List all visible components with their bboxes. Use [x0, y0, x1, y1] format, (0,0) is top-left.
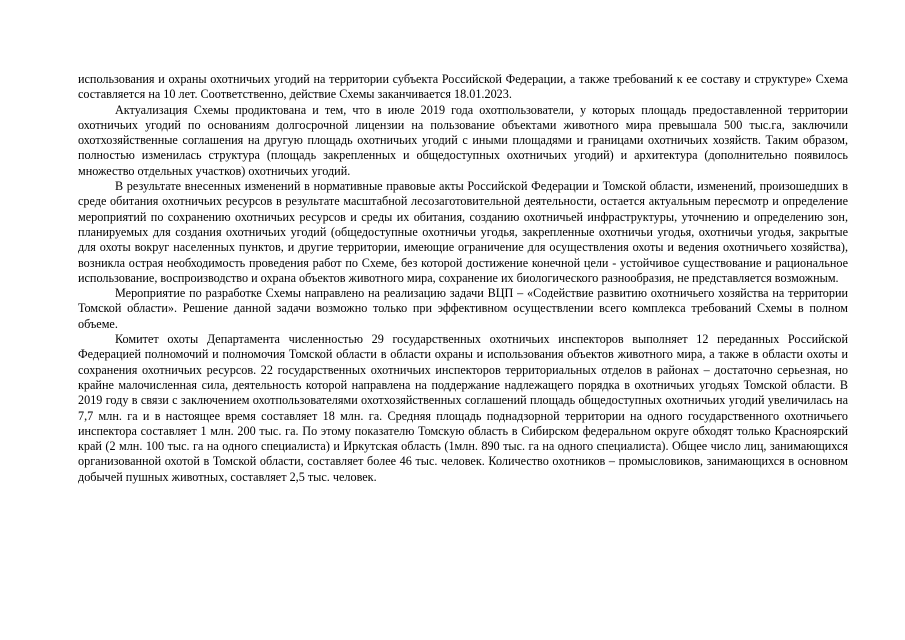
paragraph-vcp-task: Мероприятие по разработке Схемы направлено на реализацию задачи ВЦП – «Содействие развитию охотничьего хозяйства на территории Томской области». Решение данной задачи возможно только при эффективном осуществлении всего комплекса требований Схемы в полном объеме.: [78, 286, 848, 331]
paragraph-scheme-term: использования и охраны охотничьих угодий на территории субъекта Российской Федерации, а также требований к ее составу и структуре» Схема составляется на 10 лет. Соответственно, действие Схемы заканчивается 18.01.2023.: [78, 72, 848, 102]
paragraph-hunting-committee: Комитет охоты Департамента численностью 29 государственных охотничьих инспекторов выполняет 12 переданных Российской Федерацией полномочий и полномочия Томской области в области охраны и использования объектов животного мира, а также в области охоты и сохранения охотничьих ресурсов. 22 государственных охотничьих инспекторов территориальных отделов в районах – достаточно серьезная, но крайне малочисленная сила, деятельность которой направлена на поддержание надлежащего порядка в охотничьих угодьях Томской области. В 2019 году в связи с заключением охотпользователями охотхозяйственных соглашений площадь общедоступных охотничьих угодий увеличилась на 7,7 млн. га и в настоящее время составляет 18 млн. га. Средняя площадь поднадзорной территории на одного государственного охотничьего инспектора составляет 1 млн. 200 тыс. га. По этому показателю Томскую область в Сибирском федеральном округе обходят только Красноярский край (2 млн. 100 тыс. га на одного специалиста) и Иркутская область (1млн. 890 тыс. га на одного специалиста). Общее число лиц, занимающихся организованной охотой в Томской области, составляет более 46 тыс. человек. Количество охотников – промысловиков, занимающихся в основном добычей пушных животных, составляет 2,5 тыс. человек.: [78, 332, 848, 484]
document-page: [78, 72, 848, 485]
paragraph-regulatory-changes: В результате внесенных изменений в нормативные правовые акты Российской Федерации и Томской области, изменений, произошедших в среде обитания охотничьих ресурсов в результате масштабной лесозаготовительной деятельности, остается актуальным пересмотр и определение мероприятий по сохранению охотничьих ресурсов и среды их обитания, созданию охотничьей инфраструктуры, уточнению и определению зон, планируемых для создания охотничьих угодий (общедоступные охотничьи угодья, закрепленные охотничьи угодья, охотничьи угодья, закрытые для охоты вокруг населенных пунктов, и другие территории, имеющие ограничение для осуществления охоты и ведения охотничьего хозяйства), возникла острая необходимость проведения работ по Схеме, без которой достижение конечной цели - устойчивое существование и рациональное использование, воспроизводство и охрана объектов животного мира, сохранение их биологического разнообразия, не представляется возможным.: [78, 179, 848, 285]
paragraph-update-reasons: Актуализация Схемы продиктована и тем, что в июле 2019 года охотпользователи, у которых площадь предоставленной территории охотничьих угодий по основаниям долгосрочной лицензии на пользование объектами животного мира превышала 500 тыс.га, заключили охотхозяйственные соглашения на другую площадь охотничьих угодий с иными площадями и границами охотничьих хозяйств. Таким образом, полностью изменилась структура (площадь закрепленных и общедоступных охотничьих угодий) и архитектура (дополнительно появилось множество отдельных участков) охотничьих угодий.: [78, 102, 848, 178]
